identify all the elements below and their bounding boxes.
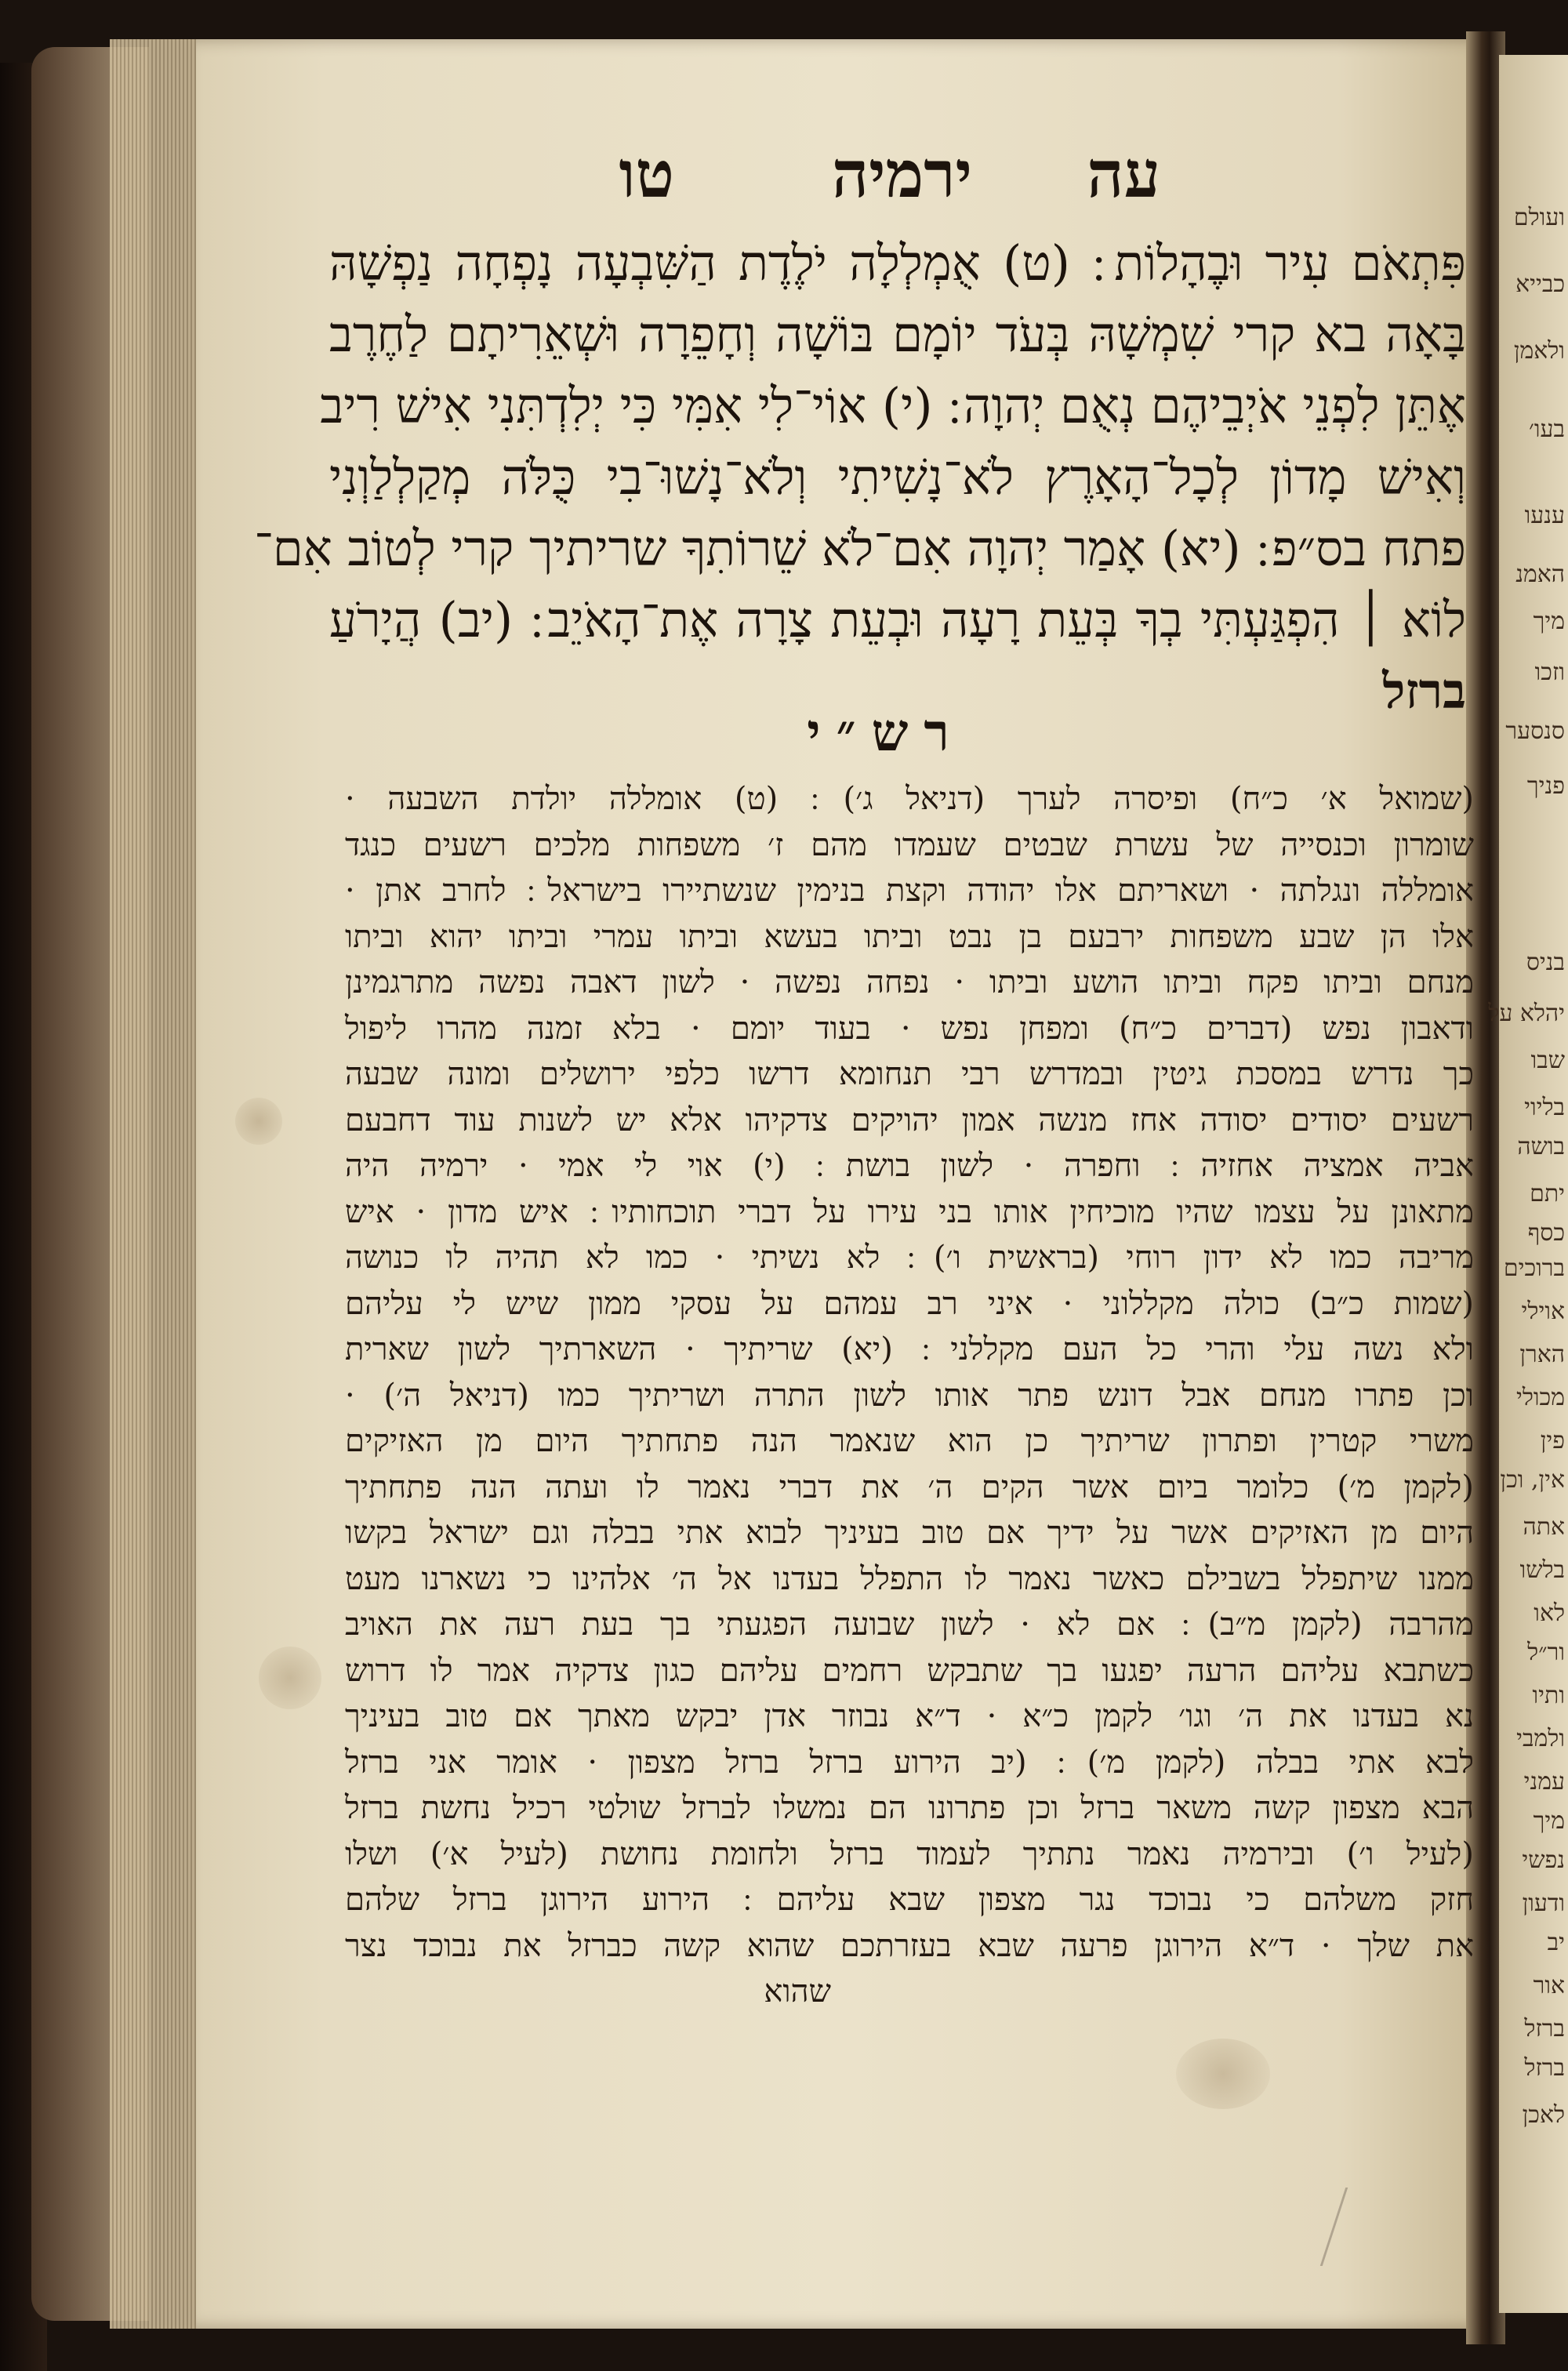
next-page-fragment: כסף — [1527, 1219, 1565, 1247]
next-page-fragment: סנסער — [1505, 717, 1565, 745]
next-page-fragment: לאו — [1534, 1599, 1565, 1627]
next-page-fragment: יהלא על — [1488, 1000, 1565, 1027]
chapter-number: טו — [619, 137, 674, 212]
next-page-fragment: פניך — [1526, 772, 1565, 800]
foxing-stain — [1176, 2039, 1270, 2109]
next-page-fragment: בניס — [1526, 949, 1565, 976]
commentary-line: משרי קטרין ופתרון שריתיך כן הוא שנאמר הנה פתחתיך היום מן האזיקים — [345, 1423, 1474, 1459]
next-page-fragment: בליוי — [1524, 1094, 1565, 1121]
commentary-line: מהרבה (לקמן מ״ב) ׃ אם לא · לשון שבועה הפגעתי בך בעת רעה את האויב — [345, 1607, 1474, 1643]
foxing-stain — [259, 1647, 321, 1709]
next-page-fragment: ברזל — [1524, 2015, 1565, 2042]
commentary-line: וכן פתרו מנחם אבל דונש פתר אותו לשון התרה ושריתיך כמו (דניאל ה׳) · — [345, 1377, 1474, 1414]
next-page-fragment: מכולי — [1515, 1384, 1565, 1411]
commentary-line: מריבה כמו לא ידון רוחי (בראשית ו׳) ׃ לא נשיתי · כמו לא תהיה לו כנושה — [345, 1240, 1474, 1276]
commentary-line: (שמואל א׳ כ״ח) ופיסרה לערך (דניאל ג׳) ׃ (ט) אומללה יולדת השבעה · — [345, 781, 1474, 817]
next-page-fragment: ותיו — [1532, 1682, 1565, 1709]
page-edge-stack — [110, 39, 204, 2329]
text-line: בָּאָה בא קרי שִׁמְשָׁהּ בְּעֹד יוֹמָם בּוֹשָׁה וְחָפֵרָה וּשְׁאֵרִיתָם לַחֶרֶב — [329, 306, 1466, 363]
commentary-line: אביה אמציה אחזיה ׃ וחפרה · לשון בושת ׃ (י) אוי לי אמי · ירמיה היה — [345, 1148, 1474, 1184]
commentary-line: מתאונן על עצמו שהיו מוכיחין אותו בני עירו על דברי תוכחותיו ׃ איש מדון · איש — [345, 1193, 1474, 1230]
commentary-line: כשתבא עליהם הרעה יפגעו בך שתבקש רחמים עליהם כגון צדקיה אמר לו דרוש — [345, 1652, 1474, 1689]
commentary-line: הבא מצפון קשה משאר ברזל וכן פתרונו הם נמשלו לברזל שולטי רכיל נחשת ברזל — [345, 1790, 1474, 1826]
next-page-fragment: ולאמן — [1513, 337, 1565, 365]
catchword: שהוא — [764, 1973, 831, 2010]
next-page-fragment: בלשו — [1519, 1556, 1565, 1584]
next-page-fragment: שבו — [1530, 1047, 1565, 1074]
commentary-line: מנחם וביתו פקח וביתו הושע וביתו · נפחה נפשה · לשון דאבה נפשה מתרגמינן — [345, 964, 1474, 1000]
next-page-fragment: אור — [1533, 1972, 1565, 1999]
text-line: פתח בס״פ ׃ (יא) אָמַר יְהוָה אִם־לֹא שֵׁרוֹתִךָ שריתיך קרי לְטוֹב אִם־ — [254, 520, 1466, 577]
next-page-fragment: פין — [1540, 1427, 1565, 1454]
text-line: אֶתֵּן לִפְנֵי אֹיְבֵיהֶם נְאֻם יְהוָה ׃ (י) אוֹי־לִי אִמִּי כִּי יְלִדְתִּנִי אִישׁ רִיב — [320, 377, 1466, 434]
commentary-line: שומרון וכנסייה של עשרת שבטים שעמדו מהם ז׳ משפחות מלכים רשעים כנגד — [345, 826, 1474, 863]
next-page-edge — [1488, 55, 1568, 2313]
next-page-fragment: ודעון — [1522, 1890, 1565, 1917]
commentary-heading: רש״י — [807, 702, 965, 763]
next-page-fragment: האמנ — [1515, 561, 1565, 588]
commentary-line: אומללה ונגלתה · ושאריתם אלו יהודה וקצת בנימין שנשתיירו בישראל ׃ לחרב אתן · — [345, 873, 1474, 909]
running-head — [376, 137, 1160, 231]
next-page-fragment: לאכן — [1522, 2101, 1565, 2129]
next-page-fragment: ועולם — [1513, 204, 1565, 231]
next-page-fragment: כבייא — [1515, 271, 1565, 298]
next-page-fragment: הארן — [1519, 1341, 1565, 1368]
commentary-line: היום מן האזיקים אשר על ידיך אם טוב בעיניך לבוא אתי בבלה וגם ישראל בקשו — [345, 1515, 1474, 1551]
next-page-fragment: וזכו — [1534, 659, 1565, 686]
next-page-fragment: יב — [1547, 1929, 1565, 1956]
text-line: פִּתְאֹם עִיר וּבֶהָלוֹת ׃ (ט) אֻמְלְלָה יֹלֶדֶת הַשִּׁבְעָה נָפְחָה נַפְשָׁהּ — [329, 234, 1466, 292]
next-page-fragment: מיך — [1533, 1807, 1565, 1835]
next-page-fragment: אין, וכן — [1500, 1466, 1565, 1494]
next-page-fragment: ולמבי — [1516, 1725, 1565, 1752]
commentary-line: ממנו שיתפלל בשבילם כאשר נאמר לו התפלל בעדנו אל ה׳ אלהינו כי נשארנו מעט — [345, 1560, 1474, 1597]
book-title: ירמיה — [831, 137, 972, 212]
commentary-line: רשעים יסודים יסודה אחז מנשה אמון יהויקים צדקיהו אלא יש לשנות עוד דחבעם — [345, 1102, 1474, 1138]
commentary-line: ודאבון נפש (דברים כ״ח) ומפחן נפש · בעוד יומם · בלא זמנה מהרו ליפול — [345, 1010, 1474, 1047]
commentary-line: (לעיל ו׳) ובירמיה נאמר נתתיך לעמוד ברזל ולחומת נחושת (לעיל א׳) ושלו — [345, 1835, 1474, 1872]
next-page-fragment: בעו׳ — [1528, 416, 1565, 443]
next-page-fragment: ור״ל — [1527, 1639, 1565, 1666]
text-line: וְאִישׁ מָדוֹן לְכָל־הָאָרֶץ לֹא־נָשִׁיתִי וְלֹא־נָשׁוּ־בִי כֻּלֹּה מְקַלְלַוְנִי — [329, 448, 1466, 506]
text-line: לוֹא ׀ הִפְגַּעְתִּי בְךָ בְּעֵת רָעָה וּבְעֵת צָרָה אֶת־הָאֹיֵב ׃ (יב) הֲיָרֹעַ — [329, 591, 1466, 648]
commentary-line: נא בעדנו את ה׳ וגו׳ לקמן כ״א · ד״א נבוזר אדן יבקש מאתך אם טוב בעיניך — [345, 1698, 1474, 1734]
text-line: ברזל — [1382, 663, 1466, 720]
next-page-fragment: עמני — [1523, 1768, 1565, 1795]
next-page-fragment: ענעו — [1524, 502, 1565, 529]
commentary-line: כך נדרש במסכת גיטין ובמדרש רבי תנחומא דרשו כלפי ירושלים ומונה שבעה — [345, 1056, 1474, 1092]
next-page-fragment: מיך — [1533, 608, 1565, 635]
commentary-line: את שלך · ד״א הירוגן פרעה שבא בעזרתכם שהוא קשה כברזל את נבוכד נצר — [345, 1927, 1474, 1964]
folio-number: עה — [1087, 137, 1160, 212]
commentary-line: לבא אתי בבלה (לקמן מ׳) ׃ (יב הירוע ברזל ברזל מצפון · אומר אני ברזל — [345, 1744, 1474, 1781]
next-page-fragment: אוילי — [1521, 1298, 1565, 1325]
commentary-line: (שמות כ״ב) כולה מקללוני · איני רב עמהם על עסקי ממון שיש לי עליהם — [345, 1285, 1474, 1322]
next-page-fragment: יתם — [1530, 1180, 1565, 1207]
next-page-fragment: נפשי — [1522, 1846, 1565, 1874]
foxing-stain — [235, 1098, 282, 1145]
next-page-fragment: ברוכים — [1503, 1254, 1565, 1282]
next-page-fragment: אתה — [1523, 1513, 1565, 1541]
next-page-fragment: בושה — [1517, 1133, 1565, 1160]
rashi-commentary-block — [345, 776, 1474, 2015]
next-page-fragment: ברזל — [1524, 2054, 1565, 2082]
commentary-line: אלו הן שבע משפחות ירבעם בן נבט וביתו בעשא וביתו עמרי וביתו יהוא וביתו — [345, 918, 1474, 955]
commentary-line: (לקמן מ׳) כלומר ביום אשר הקים ה׳ את דברי נאמר לו ועתה הנה פתחתיך — [345, 1469, 1474, 1505]
commentary-line: ולא נשה עלי והרי כל העם מקללני ׃ (יא) שריתיך · השארתיך לשון שארית — [345, 1331, 1474, 1367]
commentary-line: חזק משלהם כי נבוכד נגר מצפון שבא עליהם ׃ הירוע הירוגן ברזל שלהם — [345, 1882, 1474, 1918]
biblical-text-block — [254, 227, 1466, 727]
